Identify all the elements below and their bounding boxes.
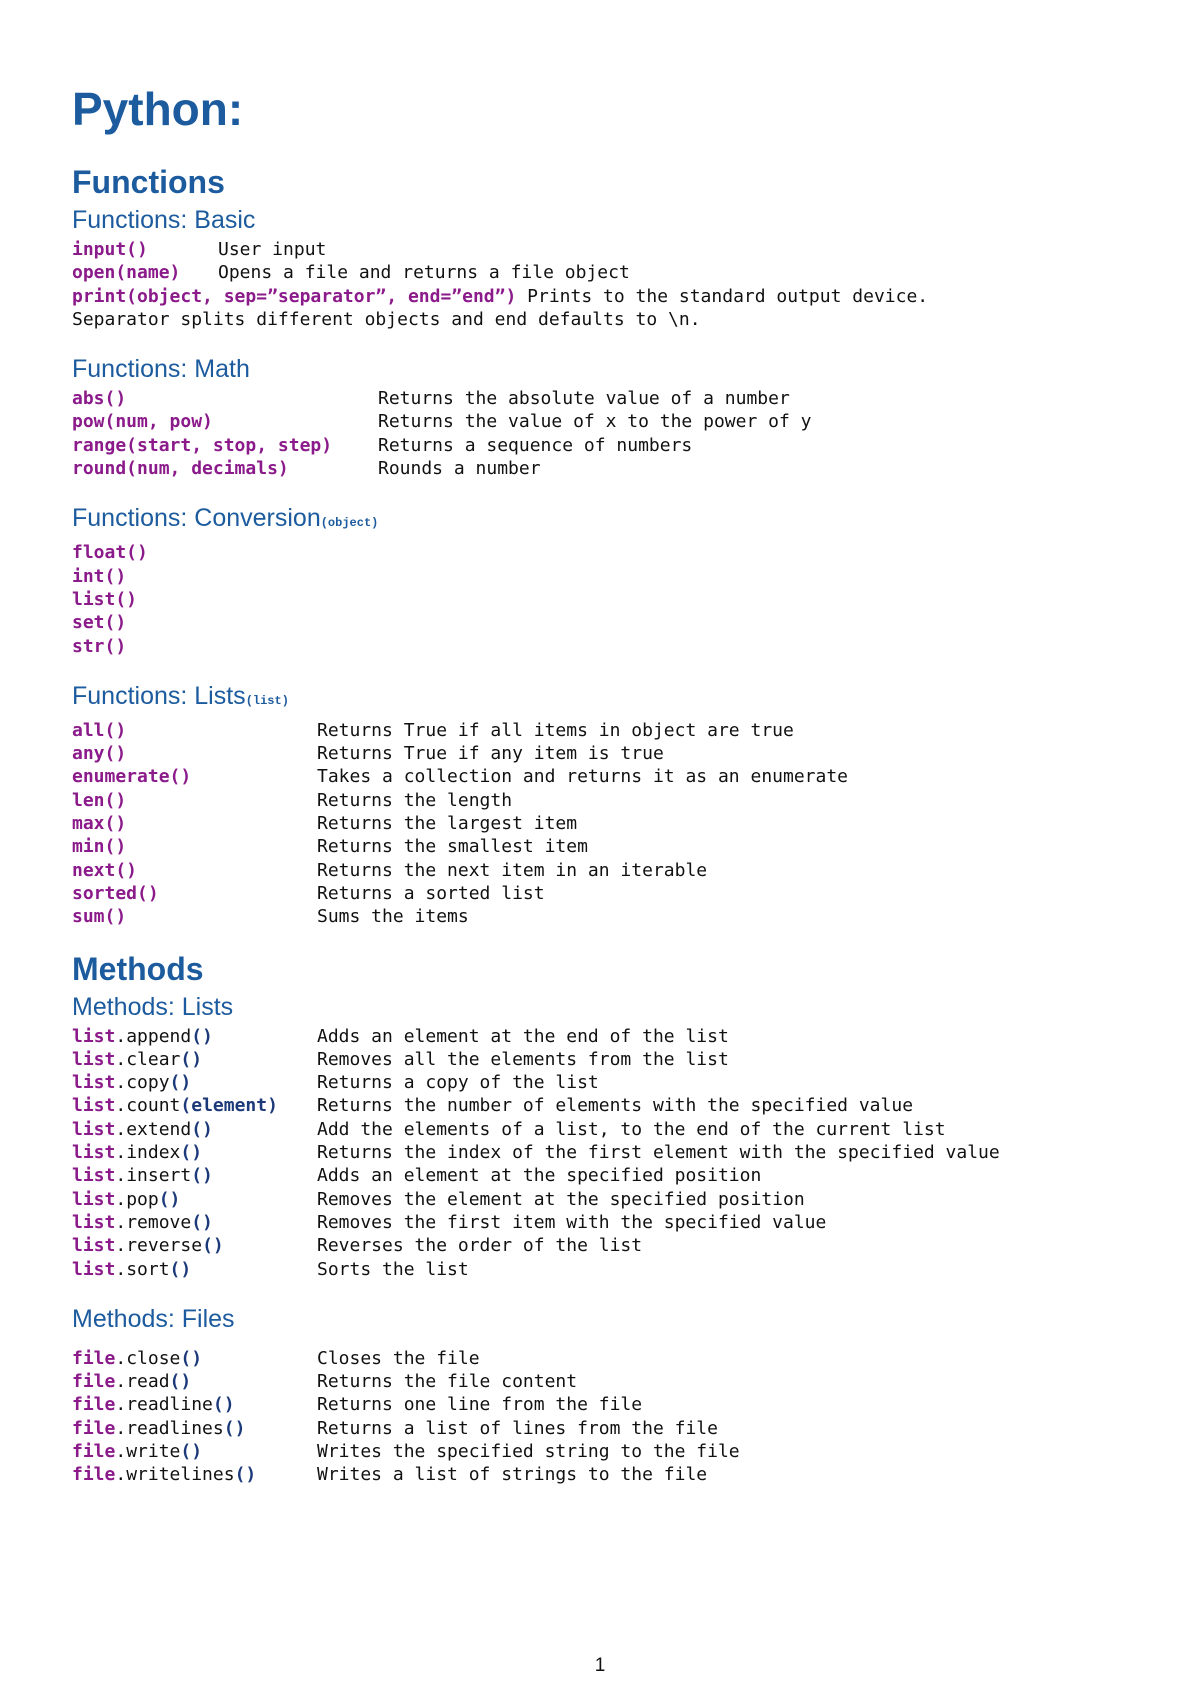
function-name: min() <box>72 836 127 858</box>
function-name: int() <box>72 565 127 587</box>
function-row <box>72 742 1132 765</box>
method-object: file <box>72 1394 116 1416</box>
method-description: Returns the file content <box>317 1371 578 1393</box>
document-title: Python: <box>72 83 244 135</box>
method-object: file <box>72 1464 116 1486</box>
print-note: Separator splits different objects and end defaults to \n. <box>72 308 701 330</box>
method-object: list <box>72 1188 116 1210</box>
method-args: () <box>180 1048 203 1070</box>
method-signature <box>72 1463 317 1486</box>
function-description: Returns the smallest item <box>317 836 588 858</box>
function-description: User input <box>218 239 327 260</box>
conversion-heading-suffix: (object) <box>320 516 379 531</box>
function-name: any() <box>72 743 127 765</box>
method-row <box>72 1164 1132 1187</box>
method-object: list <box>72 1258 116 1280</box>
function-row <box>72 835 1132 858</box>
functions-math-block <box>72 387 1132 480</box>
method-args: () <box>191 1211 213 1233</box>
method-description: Sorts the list <box>317 1258 469 1280</box>
function-description: Returns the absolute value of a number <box>378 388 790 410</box>
functions-lists-block <box>72 719 1132 929</box>
method-args: () <box>158 1188 181 1210</box>
method-signature <box>72 1347 317 1370</box>
function-name: list() <box>72 588 138 610</box>
conversion-heading-text: Functions: Conversion <box>72 504 321 533</box>
method-name: .reverse <box>115 1235 203 1257</box>
lists-heading-suffix: (list) <box>245 693 289 708</box>
method-name: .insert <box>115 1165 192 1187</box>
method-row <box>72 1211 1132 1234</box>
method-description: Add the elements of a list, to the end of the current list <box>317 1118 946 1140</box>
method-object: list <box>72 1211 116 1233</box>
method-signature <box>72 1234 317 1257</box>
method-description: Removes the first item with the specified value <box>317 1211 827 1233</box>
function-row <box>72 541 1132 564</box>
function-description: Rounds a number <box>378 458 541 480</box>
functions-basic-block <box>72 238 1132 331</box>
function-row <box>72 387 1132 410</box>
method-description: Removes the element at the specified position <box>317 1188 805 1210</box>
function-description: Prints to the standard output device. <box>516 285 929 307</box>
page-number: 1 <box>594 1655 606 1676</box>
function-row <box>72 611 1132 634</box>
function-name: next() <box>72 859 138 881</box>
method-row <box>72 1118 1132 1141</box>
function-row <box>72 635 1132 658</box>
function-row <box>72 457 1132 480</box>
function-row <box>72 905 1132 928</box>
method-name: .write <box>115 1440 181 1462</box>
function-name: abs() <box>72 388 127 410</box>
method-signature <box>72 1141 317 1164</box>
functions-conversion-heading <box>72 500 1132 541</box>
method-name: .extend <box>115 1118 192 1140</box>
method-name: .close <box>115 1347 181 1369</box>
function-name: float() <box>72 542 148 564</box>
method-signature <box>72 1025 317 1048</box>
function-name: sorted() <box>72 882 159 904</box>
function-row <box>72 565 1132 588</box>
method-args: () <box>169 1072 192 1094</box>
functions-lists-heading <box>72 678 1132 719</box>
method-object: file <box>72 1347 116 1369</box>
method-row <box>72 1393 1132 1416</box>
method-object: list <box>72 1095 116 1117</box>
function-description: Returns True if any item is true <box>317 743 664 765</box>
method-name: .remove <box>115 1211 192 1233</box>
method-row <box>72 1094 1132 1117</box>
function-name: open(name) <box>72 262 181 284</box>
function-row <box>72 261 1132 284</box>
methods-lists-heading: Methods: Lists <box>72 992 234 1021</box>
method-object: list <box>72 1025 116 1047</box>
method-name: .pop <box>115 1188 159 1210</box>
method-row <box>72 1463 1132 1486</box>
function-name: enumerate() <box>72 766 192 788</box>
method-object: list <box>72 1235 116 1257</box>
method-object: list <box>72 1165 116 1187</box>
function-name: len() <box>72 789 127 811</box>
function-name: set() <box>72 612 127 634</box>
method-args: () <box>191 1118 213 1140</box>
function-name: range(start, stop, step) <box>72 434 333 456</box>
function-description: Returns a sorted list <box>317 882 545 904</box>
method-args: () <box>191 1165 213 1187</box>
method-row <box>72 1440 1132 1463</box>
method-row <box>72 1370 1132 1393</box>
method-row <box>72 1347 1132 1370</box>
method-signature <box>72 1164 317 1187</box>
function-name: max() <box>72 813 127 835</box>
method-signature <box>72 1188 317 1211</box>
function-description: Returns the length <box>317 789 513 811</box>
method-description: Removes all the elements from the list <box>317 1048 729 1070</box>
method-args: () <box>202 1235 224 1257</box>
method-signature <box>72 1393 317 1416</box>
method-row <box>72 1071 1132 1094</box>
function-row <box>72 588 1132 611</box>
method-signature <box>72 1071 317 1094</box>
function-description: Sums the items <box>317 906 469 928</box>
function-description: Returns the value of x to the power of y <box>378 411 812 433</box>
function-description: Returns the next item in an iterable <box>317 859 708 881</box>
function-row <box>72 434 1132 457</box>
method-object: list <box>72 1142 116 1164</box>
methods-files-block <box>72 1347 1132 1487</box>
functions-basic-heading: Functions: Basic <box>72 206 256 234</box>
method-description: Writes the specified string to the file <box>317 1440 740 1462</box>
function-name: all() <box>72 719 127 741</box>
function-description: Opens a file and returns a file object <box>218 262 630 284</box>
method-description: Writes a list of strings to the file <box>317 1464 708 1486</box>
lists-heading-text: Functions: Lists <box>72 681 246 710</box>
method-args: () <box>234 1464 257 1486</box>
method-row <box>72 1141 1132 1164</box>
method-signature <box>72 1118 317 1141</box>
method-name: .count <box>115 1095 181 1117</box>
method-row <box>72 1234 1132 1257</box>
function-row <box>72 789 1132 812</box>
method-name: .clear <box>115 1048 181 1070</box>
methods-heading: Methods <box>72 950 204 987</box>
function-row <box>72 285 1132 308</box>
method-description: Adds an element at the specified position <box>317 1165 762 1187</box>
method-description: Returns a list of lines from the file <box>317 1417 718 1439</box>
method-args: () <box>169 1371 192 1393</box>
function-description: Returns the largest item <box>317 813 578 835</box>
function-row <box>72 882 1132 905</box>
method-name: .readlines <box>115 1417 224 1439</box>
method-args: () <box>180 1347 203 1369</box>
method-description: Returns one line from the file <box>317 1394 643 1416</box>
method-args: () <box>191 1025 213 1047</box>
method-name: .index <box>115 1142 181 1164</box>
method-name: .append <box>115 1025 192 1047</box>
methods-files-heading: Methods: Files <box>72 1304 235 1333</box>
method-description: Returns the index of the first element with the specified value <box>317 1142 1000 1164</box>
method-signature <box>72 1417 317 1440</box>
method-name: .writelines <box>115 1464 235 1486</box>
method-signature <box>72 1094 317 1117</box>
method-name: .sort <box>115 1258 170 1280</box>
method-name: .copy <box>115 1072 170 1094</box>
method-row <box>72 1188 1132 1211</box>
method-description: Closes the file <box>317 1347 480 1369</box>
function-name: round(num, decimals) <box>72 458 289 480</box>
document-page <box>72 76 1132 1487</box>
method-row <box>72 1025 1132 1048</box>
method-signature <box>72 1258 317 1281</box>
function-row <box>72 238 1132 261</box>
functions-math-heading: Functions: Math <box>72 355 250 384</box>
method-args: (element) <box>180 1095 278 1117</box>
method-args: () <box>180 1440 203 1462</box>
method-row <box>72 1417 1132 1440</box>
method-signature <box>72 1048 317 1071</box>
method-signature <box>72 1211 317 1234</box>
method-row <box>72 1258 1132 1281</box>
function-name: input() <box>72 239 148 260</box>
function-name: pow(num, pow) <box>72 411 213 433</box>
method-description: Reverses the order of the list <box>317 1235 643 1257</box>
method-row <box>72 1048 1132 1071</box>
method-args: () <box>169 1258 192 1280</box>
function-description: Returns a sequence of numbers <box>378 434 693 456</box>
method-object: file <box>72 1440 116 1462</box>
function-row <box>72 859 1132 882</box>
function-name: str() <box>72 635 127 657</box>
functions-heading: Functions <box>72 164 225 200</box>
method-args: () <box>212 1394 235 1416</box>
method-object: list <box>72 1048 116 1070</box>
method-description: Adds an element at the end of the list <box>317 1025 729 1047</box>
method-object: list <box>72 1118 116 1140</box>
method-object: file <box>72 1371 116 1393</box>
function-row <box>72 812 1132 835</box>
function-row <box>72 719 1132 742</box>
method-name: .read <box>115 1371 170 1393</box>
function-description: Takes a collection and returns it as an enumerate <box>317 766 849 788</box>
function-name: sum() <box>72 906 127 928</box>
method-object: file <box>72 1417 116 1439</box>
functions-conversion-block <box>72 541 1132 657</box>
method-args: () <box>180 1142 203 1164</box>
method-description: Returns the number of elements with the specified value <box>317 1095 914 1117</box>
methods-lists-block <box>72 1025 1132 1281</box>
method-description: Returns a copy of the list <box>317 1072 599 1094</box>
function-row <box>72 765 1132 788</box>
function-description: Returns True if all items in object are true <box>317 719 794 741</box>
method-name: .readline <box>115 1394 213 1416</box>
method-object: list <box>72 1072 116 1094</box>
function-name: print(object, sep=”separator”, end=”end”) <box>72 285 517 307</box>
method-signature <box>72 1370 317 1393</box>
method-signature <box>72 1440 317 1463</box>
method-args: () <box>223 1417 246 1439</box>
function-row <box>72 410 1132 433</box>
